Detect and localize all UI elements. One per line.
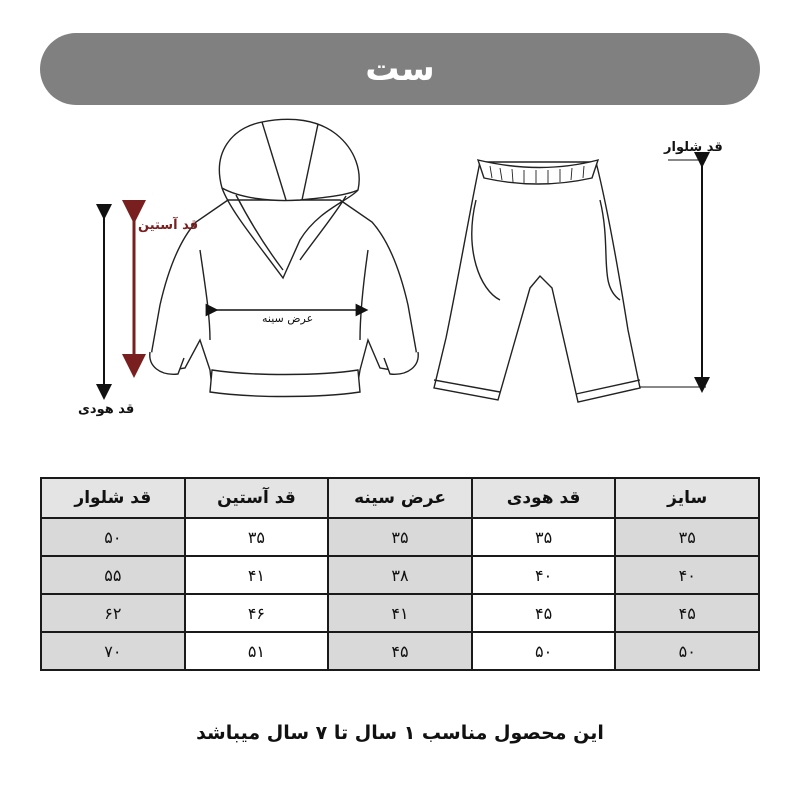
header-sleeve-length: قد آستین	[185, 478, 329, 518]
table-cell: ۴۵	[328, 632, 472, 670]
size-table	[40, 477, 760, 671]
table-cell: ۴۱	[328, 594, 472, 632]
table-cell: ۴۶	[185, 594, 329, 632]
table-cell: ۶۲	[41, 594, 185, 632]
table-cell: ۴۵	[472, 594, 616, 632]
table-cell: ۳۵	[328, 518, 472, 556]
banner-title: ست	[365, 49, 435, 89]
table-row	[41, 518, 759, 556]
table-row	[41, 556, 759, 594]
hoodie-length-label: قد هودی	[78, 402, 135, 417]
age-note: این محصول مناسب ۱ سال تا ۷ سال میباشد	[196, 722, 604, 744]
header-pants-length: قد شلوار	[41, 478, 185, 518]
table-cell: ۳۵	[472, 518, 616, 556]
header-size: سایز	[615, 478, 759, 518]
table-cell: ۴۱	[185, 556, 329, 594]
header-chest-width: عرض سینه	[328, 478, 472, 518]
table-cell: ۳۵	[615, 518, 759, 556]
table-cell: ۵۵	[41, 556, 185, 594]
table-row	[41, 594, 759, 632]
size-illustration	[0, 100, 800, 440]
table-cell: ۴۰	[615, 556, 759, 594]
table-cell: ۷۰	[41, 632, 185, 670]
table-cell: ۵۰	[615, 632, 759, 670]
header-hoodie-length: قد هودی	[472, 478, 616, 518]
chest-width-label: عرض سینه	[262, 312, 314, 325]
table-cell: ۳۵	[185, 518, 329, 556]
table-cell: ۵۱	[185, 632, 329, 670]
table-cell: ۴۵	[615, 594, 759, 632]
table-row	[41, 632, 759, 670]
hoodie-outline	[150, 119, 418, 396]
table-cell: ۳۸	[328, 556, 472, 594]
table-cell: ۴۰	[472, 556, 616, 594]
table-cell: ۵۰	[472, 632, 616, 670]
table-cell: ۵۰	[41, 518, 185, 556]
title-banner	[40, 33, 760, 105]
table-header-row	[41, 478, 759, 518]
pants-outline	[434, 160, 640, 402]
pants-length-label: قد شلوار	[664, 140, 723, 155]
sleeve-length-label: قد آستین	[138, 218, 199, 233]
